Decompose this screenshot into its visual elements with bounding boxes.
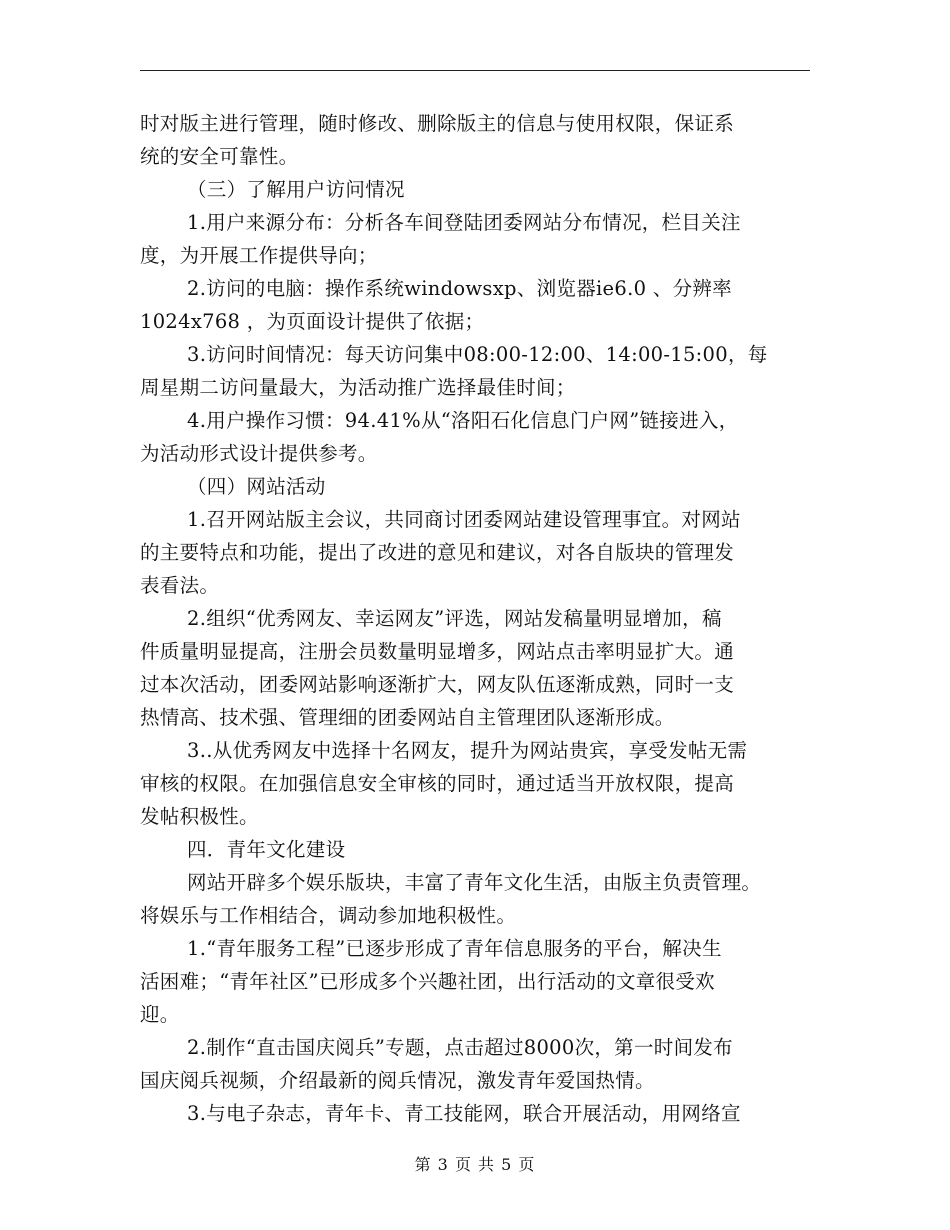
text-line: 四．青年文化建设 [187, 838, 346, 861]
text-line: 活困难；“青年社区”已形成多个兴趣社团，出行活动的文章很受欢 [140, 970, 715, 993]
text-line: 1.召开网站版主会议，共同商讨团委网站建设管理事宜。对网站 [187, 508, 741, 531]
text-line: 时对版主进行管理，随时修改、删除版主的信息与使用权限，保证系 [140, 112, 735, 135]
text-line: 将娱乐与工作相结合，调动参加地积极性。 [140, 904, 517, 927]
text-line: 统的安全可靠性。 [140, 145, 299, 168]
text-line: 国庆阅兵视频，介绍最新的阅兵情况，激发青年爱国热情。 [140, 1069, 655, 1092]
text-line: 过本次活动，团委网站影响逐渐扩大，网友队伍逐渐成熟，同时一支 [140, 673, 735, 696]
text-line: 热情高、技术强、管理细的团委网站自主管理团队逐渐形成。 [140, 706, 675, 729]
text-line: 1.用户来源分布：分析各车间登陆团委网站分布情况，栏目关注 [187, 211, 741, 234]
text-line: 4.用户操作习惯：94.41%从“洛阳石化信息门户网”链接进入， [187, 409, 739, 432]
header-rule [140, 70, 810, 71]
document-body [140, 107, 820, 1130]
text-line: 2.组织“优秀网友、幸运网友”评选，网站发稿量明显增加，稿 [187, 607, 722, 630]
text-line: 迎。 [140, 1003, 180, 1026]
text-line: 3.与电子杂志，青年卡、青工技能网，联合开展活动，用网络宣 [187, 1102, 741, 1125]
text-line: 度，为开展工作提供导向； [140, 244, 378, 267]
text-line: （三）了解用户访问情况 [187, 178, 405, 201]
text-line: 审核的权限。在加强信息安全审核的同时，通过适当开放权限，提高 [140, 772, 735, 795]
text-line: 2.访问的电脑：操作系统windowsxp、浏览器ie6.0 、分辨率 [187, 277, 732, 300]
text-line: 3..从优秀网友中选择十名网友，提升为网站贵宾，享受发帖无需 [187, 739, 748, 762]
page-footer: 第 3 页 共 5 页 [414, 1155, 536, 1174]
text-line: 表看法。 [140, 574, 220, 597]
text-line: 2.制作“直击国庆阅兵”专题，点击超过8000次，第一时间发布 [187, 1036, 733, 1059]
text-line: 1.“青年服务工程”已逐步形成了青年信息服务的平台，解决生 [187, 937, 722, 960]
text-line: （四）网站活动 [187, 475, 326, 498]
text-line: 件质量明显提高，注册会员数量明显增多，网站点击率明显扩大。通 [140, 640, 735, 663]
text-line: 周星期二访问量最大，为活动推广选择最佳时间； [140, 376, 576, 399]
text-line: 为活动形式设计提供参考。 [140, 442, 378, 465]
text-line: 1024x768 ，为页面设计提供了依据； [140, 310, 485, 333]
text-line: 发帖积极性。 [140, 805, 259, 828]
text-line: 网站开辟多个娱乐版块，丰富了青年文化生活，由版主负责管理。 [187, 871, 762, 894]
text-line: 的主要特点和功能，提出了改进的意见和建议，对各自版块的管理发 [140, 541, 735, 564]
text-line: 3.访问时间情况：每天访问集中08:00-12:00、14:00-15:00，每 [187, 343, 768, 366]
